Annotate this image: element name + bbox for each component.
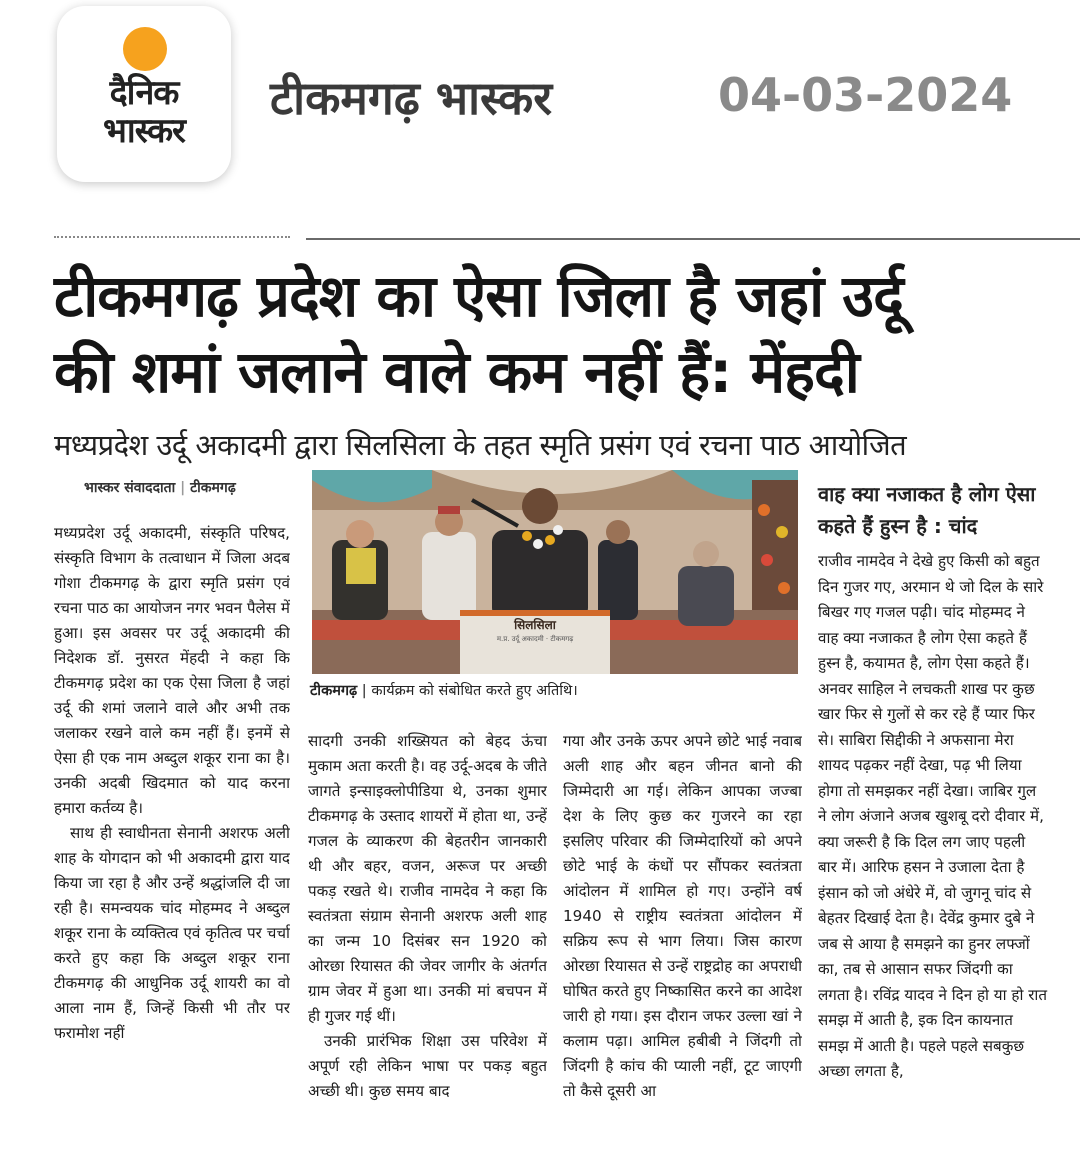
subheadline: मध्यप्रदेश उर्दू अकादमी द्वारा सिलसिला के तहत स्मृति प्रसंग एवं रचना पाठ आयोजित	[54, 428, 907, 462]
sidebar-column	[818, 549, 1048, 1163]
headline-line-2: की शमां जलाने वाले कम नहीं हैं: मेंहदी	[54, 338, 859, 406]
edition-title: टीकमगढ़ भास्कर	[270, 71, 553, 125]
headline-line-1: टीकमगढ़ प्रदेश का ऐसा जिला है जहां उर्दू	[54, 262, 903, 330]
photo-banner-subtitle: म.प्र. उर्दू अकादमी · टीकमगढ़	[496, 635, 574, 643]
byline	[84, 478, 236, 497]
logo-line-2: भास्कर	[103, 111, 185, 151]
headline	[54, 258, 1054, 410]
paragraph: गया और उनके ऊपर अपने छोटे भाई नवाब अली शाह और बहन जीनत बानो की जिम्मेदारी आ गई। लेकिन आपका जज्बा देश के लिए कुछ कर गुजरने का रहा इसलिए परिवार की जिम्मेदारियों को अपने छोटे भाई के कंधों पर सौंपकर स्वतंत्रता आंदोलन में शामिल हो गए। उन्होंने वर्ष 1940 से राष्ट्रीय स्वतंत्रता आंदोलन में सक्रिय रूप से भाग लिया। जिस कारण ओरछा रियासत से उन्हें राष्ट्रद्रोह का अपराधी घोषित करते हुए निष्कासित करने का आदेश जारी हो गया। इस दौरान जफर उल्ला खां ने कलाम पढ़ा। आमिल हबीबी ने जिंदगी तो जिंदगी है कांच की प्याली नहीं, टूट जाएगी तो कैसे दूसरी आ	[563, 732, 802, 1100]
caption-place: टीकमगढ़	[310, 683, 358, 699]
divider-dotted	[54, 236, 290, 238]
edition-date: 04-03-2024	[718, 68, 1013, 122]
divider-solid	[306, 238, 1080, 240]
sun-logo-icon	[123, 27, 167, 71]
photo-caption	[310, 680, 800, 700]
caption-text: कार्यक्रम को संबोधित करते हुए अतिथि।	[371, 683, 578, 699]
byline-separator: |	[175, 480, 191, 496]
article-column-1	[54, 521, 290, 1163]
logo-wordmark	[74, 74, 214, 150]
photo-banner-title: सिलसिला	[514, 618, 556, 632]
logo-line-1: दैनिक	[109, 73, 179, 113]
paragraph: मध्यप्रदेश उर्दू अकादमी, संस्कृति परिषद, संस्कृति विभाग के तत्वाधान में जिला अदब गोशा टीकमगढ़ के द्वारा स्मृति प्रसंग एवं रचना पाठ का आयोजन नगर भवन पैलेस में हुआ। इस अवसर पर उर्दू अकादमी की निदेशक डॉ. नुसरत मेंहदी ने कहा कि टीकमगढ़ प्रदेश का एक ऐसा जिला है जहां उर्दू की शमां जलाने वाले और अभी तक जलाकर रखने वाले कम नहीं हैं। इनमें से ऐसा ही एक नाम अब्दुल शकूर राना का है। उनकी अदबी खिदमात को याद करना हमारा कर्तव्य है।	[54, 524, 290, 817]
paragraph: साथ ही स्वाधीनता सेनानी अशरफ अली शाह के योगदान को भी अकादमी द्वारा याद किया जा रहा है और उन्हें श्रद्धांजलि दी जा रही है। समन्वयक चांद मोहम्मद ने अब्दुल शकूर राना के व्यक्तित्व एवं कृतित्व पर चर्चा करते हुए कहा कि अब्दुल शकूर राना टीकमगढ़ की आधुनिक उर्दू शायरी का वो आला नाम हैं, जिन्हें किसी भी तौर पर फरामोश नहीं	[54, 824, 290, 1042]
paragraph: राजीव नामदेव ने देखे हुए किसी को बहुत दिन गुजर गए, अरमान थे जो दिल के सारे बिखर गए गजल पढ़ी। चांद मोहम्मद ने वाह क्या नजाकत है लोग ऐसा कहते हैं हुस्न है, कयामत है, लोग ऐसा कहते हैं। अनवर साहिल ने लचकती शाख पर कुछ खार फिर से गुलों से कर रहे हैं प्यार फिर से। साबिरा सिद्दीकी ने अफसाना मेरा शायद पढ़कर नहीं देखा, पढ़ भी लिया होगा तो समझकर नहीं देखा। जाबिर गुल ने लोग अंजाने अजब खुशबू दरो दीवार में, क्या जरूरी है कि दिल लग जाए पहली बार में। आरिफ हसन ने उजाला देता है इंसान को जो अंधेरे में, वो जुगनू चांद से बेहतर दिखाई देता है। देवेंद्र कुमार दुबे ने जब से आया है समझने का हुनर लफ्जों का, तब से आसान सफर जिंदगी का लगता है। रविंद्र यादव ने दिन हो या हो रात समझ में आती है, इक दिन कायनात समझ में आती है। पहले पहले सबकुछ अच्छा लगता है,	[818, 552, 1048, 1080]
photo-banner	[460, 616, 610, 644]
byline-source: भास्कर संवाददाता	[84, 480, 176, 496]
event-photo	[312, 470, 798, 674]
caption-separator: |	[357, 683, 372, 699]
sidebar-title: वाह क्या नजाकत है लोग ऐसा कहते हैं हुस्न है : चांद	[818, 482, 1036, 538]
byline-place: टीकमगढ़	[190, 480, 236, 496]
paragraph: उनकी प्रारंभिक शिक्षा उस परिवेश में अपूर्ण रही लेकिन भाषा पर पकड़ बहुत अच्छी थी। कुछ समय बाद	[308, 1032, 547, 1100]
article-column-2	[308, 729, 547, 1163]
paragraph: सादगी उनकी शख्सियत को बेहद ऊंचा मुकाम अता करती है। वह उर्दू-अदब के जीते जागते इन्साइक्लोपीडिया थे, उनका शुमार टीकमगढ़ के उस्ताद शायरों में होता था, उन्हें गजल के व्याकरण की बेहतरीन जानकारी थी और बहर, वजन, अरूज पर अच्छी पकड़ रखते थे। राजीव नामदेव ने कहा कि स्वतंत्रता संग्राम सेनानी अशरफ अली शाह का जन्म 10 दिसंबर सन 1920 को ओरछा रियासत की जेवर जागीर के अंतर्गत ग्राम जेवर में हुआ था। उनकी मां बचपन में ही गुजर गई थीं।	[308, 732, 547, 1025]
article-column-3	[563, 729, 802, 1163]
